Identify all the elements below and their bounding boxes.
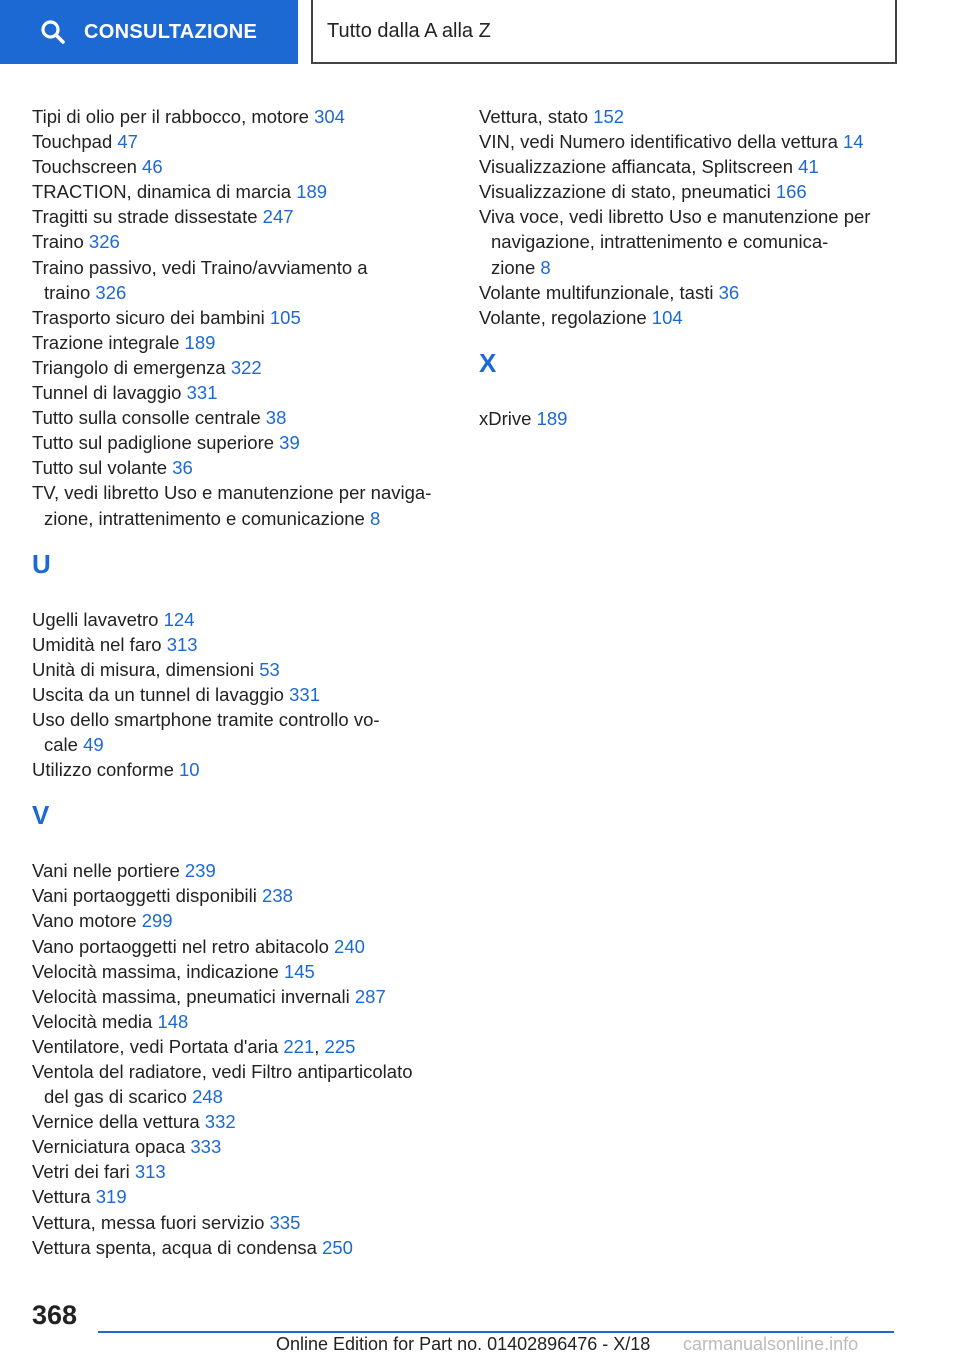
index-entry: [32, 707, 452, 757]
index-entry-line: [32, 607, 452, 632]
index-entry-text: Utilizzo conforme: [32, 759, 180, 781]
index-entry-line: [32, 1235, 452, 1260]
index-entry-line: [32, 632, 452, 657]
index-entry: [32, 908, 452, 933]
index-entry-line: [32, 1109, 452, 1134]
index-entry: [32, 455, 452, 480]
index-entry-line: [32, 506, 452, 531]
index-entry-line: [479, 154, 919, 179]
index-entry: [32, 757, 452, 782]
index-entry-text: Tipi di olio per il rabbocco, motore: [32, 106, 315, 127]
page-link[interactable]: 240: [334, 935, 365, 957]
index-letter-heading: X: [479, 347, 497, 378]
index-entry: [479, 204, 919, 279]
index-entry-text: Tunnel di lavaggio: [32, 382, 187, 404]
index-entry: [32, 430, 452, 455]
index-entry: [32, 1184, 452, 1209]
index-column-right: [479, 104, 919, 431]
page-link[interactable]: 189: [536, 407, 568, 429]
index-entry: [32, 255, 452, 305]
index-entry-line: [32, 1059, 452, 1084]
watermark: carmanualsonline.info: [683, 1334, 859, 1354]
index-entry: [32, 1109, 452, 1134]
index-entry: [32, 179, 452, 204]
index-entry: [32, 1134, 452, 1159]
index-entry-text: Vettura, stato: [479, 106, 594, 127]
index-entry: [32, 632, 452, 657]
index-entry: [32, 984, 452, 1009]
index-entry-text: Vani nelle portiere: [32, 860, 185, 882]
index-entry-text: Vani portaoggetti disponibili: [32, 885, 263, 907]
page-link[interactable]: 38: [265, 407, 287, 429]
page-link[interactable]: 124: [163, 608, 195, 630]
index-entry: [32, 355, 452, 380]
index-entry-text: zione: [491, 256, 541, 278]
index-entry-text: Ugelli lavavetro: [32, 608, 164, 630]
index-entry-text: TRACTION, dinamica di marcia: [32, 181, 297, 203]
index-entry-text: Volante multifunzionale, tasti: [479, 281, 719, 303]
index-entry-line: [479, 255, 919, 280]
index-entry: [32, 305, 452, 330]
index-entry: [32, 1009, 452, 1034]
index-entry: [32, 1210, 452, 1235]
index-entry: [32, 883, 452, 908]
index-entry-text: Vernice della vettura: [32, 1111, 205, 1133]
index-entry-text: Vano portaoggetti nel retro abitacolo: [32, 935, 335, 957]
page-link[interactable]: 10: [179, 759, 200, 781]
index-entry-line: [32, 380, 452, 405]
index-entry: [479, 406, 919, 431]
index-entry-text: Velocità media: [32, 1010, 158, 1032]
index-entry-text: Vettura spenta, acqua di condensa: [32, 1236, 323, 1258]
page-link[interactable]: 221: [283, 1035, 315, 1057]
page-link[interactable]: 335: [269, 1211, 301, 1233]
index-entry-text: traino: [44, 281, 96, 303]
index-entry-line: [32, 355, 452, 380]
index-entry-line: [479, 179, 919, 204]
page-link[interactable]: 47: [117, 131, 138, 153]
page-link[interactable]: 313: [166, 633, 198, 655]
index-entry-text: Traino: [32, 231, 89, 253]
edition-text: Online Edition for Part no. 01402896476 - X/18: [276, 1334, 651, 1354]
page-link[interactable]: 145: [283, 960, 315, 982]
page-link[interactable]: 39: [279, 432, 300, 454]
page-link[interactable]: 326: [95, 281, 127, 303]
index-entry: [32, 934, 452, 959]
index-entry: [32, 657, 452, 682]
index-entry: [32, 1034, 452, 1059]
page-link[interactable]: 36: [718, 281, 740, 303]
index-entry-line: [32, 959, 452, 984]
index-entry-text: Vettura, messa fuori servizio: [32, 1211, 270, 1233]
index-entry: [32, 607, 452, 632]
index-entry-text: Touchpad: [32, 131, 118, 153]
index-entry-line: [32, 104, 452, 129]
index-entry: [32, 1059, 452, 1109]
index-entry-text: Vettura: [32, 1186, 96, 1208]
index-entry-text: Visualizzazione di stato, pneumatici: [479, 181, 776, 203]
index-entry: [32, 959, 452, 984]
section-tab[interactable]: [0, 0, 298, 64]
page-link[interactable]: 326: [88, 231, 120, 253]
page-link[interactable]: 225: [324, 1035, 356, 1057]
index-entry-line: [32, 179, 452, 204]
page-link[interactable]: 36: [172, 457, 193, 479]
page-link[interactable]: 313: [134, 1161, 166, 1183]
page-link[interactable]: 239: [184, 860, 216, 882]
index-entry-text: Trazione integrale: [32, 331, 185, 353]
index-entry-text: xDrive: [479, 407, 537, 429]
index-entry: [479, 280, 919, 305]
index-entry-line: [479, 229, 919, 254]
index-entry-line: [479, 280, 919, 305]
index-entry-text: Umidità nel faro: [32, 633, 167, 655]
index-entry-line: [32, 1034, 452, 1059]
index-entry-line: [32, 480, 452, 505]
index-entry-line: [479, 104, 919, 129]
index-entry: [32, 129, 452, 154]
index-entry-line: [32, 707, 452, 732]
index-entry-line: [479, 406, 919, 431]
page-link[interactable]: 189: [184, 331, 216, 353]
index-entry: [32, 480, 452, 530]
page-link[interactable]: 46: [142, 156, 163, 178]
index-entry-line: [32, 255, 452, 280]
page-link[interactable]: 332: [204, 1111, 236, 1133]
index-entry-line: [32, 908, 452, 933]
page-link[interactable]: 250: [322, 1236, 353, 1258]
index-entry-text: Touchscreen: [32, 156, 143, 178]
page-link[interactable]: 53: [259, 658, 280, 680]
page-link[interactable]: 49: [83, 734, 104, 756]
index-entry-text: Tragitti su strade dissestate: [32, 206, 263, 228]
index-entry: [479, 129, 919, 154]
index-entry-text: del gas di scarico: [44, 1086, 193, 1108]
index-entry-line: [32, 330, 452, 355]
chapter-title: Tutto dalla A alla Z: [327, 19, 491, 42]
page-link[interactable]: 331: [186, 382, 218, 404]
index-entry-line: [32, 229, 452, 254]
index-entry-line: [32, 405, 452, 430]
index-entry: [32, 858, 452, 883]
page-link[interactable]: 152: [593, 106, 625, 127]
index-entry-line: [32, 430, 452, 455]
index-entry-line: [479, 305, 919, 330]
index-entry-text: Unità di misura, dimensioni: [32, 658, 260, 680]
index-entry-line: [32, 455, 452, 480]
page-link[interactable]: 248: [192, 1086, 223, 1108]
page-number: 368: [32, 1300, 78, 1330]
index-entry-text: Triangolo di emergenza: [32, 356, 231, 378]
index-entry-text: Trasporto sicuro dei bambini: [32, 306, 270, 328]
page-link[interactable]: 299: [141, 910, 173, 932]
page-link[interactable]: 189: [296, 181, 328, 203]
index-entry-line: [32, 280, 452, 305]
index-entry-text: Tutto sulla consolle centrale: [32, 407, 266, 429]
index-entry-text: VIN, vedi Numero identificativo della vettura: [479, 131, 844, 153]
index-entry-line: [32, 1134, 452, 1159]
index-entry-line: [32, 657, 452, 682]
index-entry: [32, 682, 452, 707]
index-entry-line: [32, 757, 452, 782]
chapter-header: [311, 0, 897, 64]
index-entry-line: [32, 858, 452, 883]
index-entry-text: Visualizzazione affiancata, Splitscreen: [479, 156, 799, 178]
footer-divider: [98, 1331, 894, 1333]
index-entry-text: Vetri dei fari: [32, 1161, 135, 1183]
index-entry-line: [32, 129, 452, 154]
index-entry: [32, 405, 452, 430]
index-entry-line: [479, 204, 919, 229]
index-letter-heading: U: [32, 548, 51, 579]
index-entry: [32, 1235, 452, 1260]
index-entry-text: Traino passivo, vedi Traino/avviamento a: [32, 256, 368, 278]
index-entry-line: [32, 1184, 452, 1209]
index-entry-text: Ventola del radiatore, vedi Filtro antiparticolato: [32, 1061, 413, 1082]
index-letter-heading: V: [32, 800, 50, 831]
index-entry: [32, 330, 452, 355]
index-entry: [32, 229, 452, 254]
page-link[interactable]: 166: [775, 181, 807, 203]
page-link[interactable]: 304: [314, 106, 345, 127]
index-entry-line: [32, 1210, 452, 1235]
page-link[interactable]: 247: [262, 206, 294, 228]
index-entry-text: Viva voce, vedi libretto Uso e manutenzione per: [479, 206, 871, 228]
index-column-left: [32, 104, 452, 1260]
index-entry-text: Verniciatura opaca: [32, 1136, 191, 1158]
index-entry: [479, 104, 919, 129]
page-link[interactable]: 105: [269, 306, 301, 328]
page-link[interactable]: 104: [651, 306, 683, 328]
index-entry: [32, 154, 452, 179]
index-entry: [479, 154, 919, 179]
index-entry-text: Ventilatore, vedi Portata d'aria: [32, 1035, 284, 1057]
page-separator: ,: [314, 1035, 325, 1057]
index-entry: [479, 179, 919, 204]
index-entry-text: Velocità massima, pneumatici invernali: [32, 985, 355, 1007]
index-entry-text: Uso dello smartphone tramite controllo vo-: [32, 708, 380, 730]
index-entry-line: [32, 883, 452, 908]
index-entry-text: Uscita da un tunnel di lavaggio: [32, 683, 290, 705]
page-link[interactable]: 8: [540, 256, 551, 278]
index-entry-line: [32, 732, 452, 757]
index-entry: [32, 1159, 452, 1184]
page-link[interactable]: 322: [230, 356, 262, 378]
page-link[interactable]: 287: [354, 985, 386, 1007]
page-link[interactable]: 333: [190, 1136, 222, 1158]
index-entry-text: Tutto sul padiglione superiore: [32, 432, 280, 454]
index-entry: [479, 305, 919, 330]
page-link[interactable]: 41: [798, 156, 819, 178]
index-entry: [32, 380, 452, 405]
index-entry-line: [32, 1009, 452, 1034]
index-entry-line: [32, 934, 452, 959]
index-entry-line: [32, 682, 452, 707]
index-entry: [32, 104, 452, 129]
section-label: CONSULTAZIONE: [84, 20, 258, 43]
index-entry-line: [32, 1159, 452, 1184]
index-entry-text: Volante, regolazione: [479, 306, 652, 328]
index-entry-line: [32, 984, 452, 1009]
index-entry-line: [32, 305, 452, 330]
index-entry-line: [32, 204, 452, 229]
index-entry-text: Vano motore: [32, 910, 142, 932]
index-entry-text: zione, intrattenimento e comunicazione: [44, 507, 370, 529]
index-entry-line: [32, 1084, 452, 1109]
page-link[interactable]: 238: [262, 885, 293, 907]
page-link[interactable]: 331: [289, 683, 320, 705]
page-link[interactable]: 14: [843, 131, 864, 153]
page-link[interactable]: 8: [370, 507, 381, 529]
page-link[interactable]: 148: [157, 1010, 189, 1032]
index-entry-line: [479, 129, 919, 154]
index-entry-text: TV, vedi libretto Uso e manutenzione per naviga-: [32, 482, 432, 504]
index-entry-text: navigazione, intrattenimento e comunica-: [491, 231, 829, 253]
index-entry-text: Tutto sul volante: [32, 457, 173, 479]
index-entry: [32, 204, 452, 229]
index-entry-text: cale: [44, 734, 84, 756]
search-icon: [40, 19, 66, 45]
index-entry-text: Velocità massima, indicazione: [32, 960, 284, 982]
index-entry-line: [32, 154, 452, 179]
page-link[interactable]: 319: [95, 1186, 127, 1208]
